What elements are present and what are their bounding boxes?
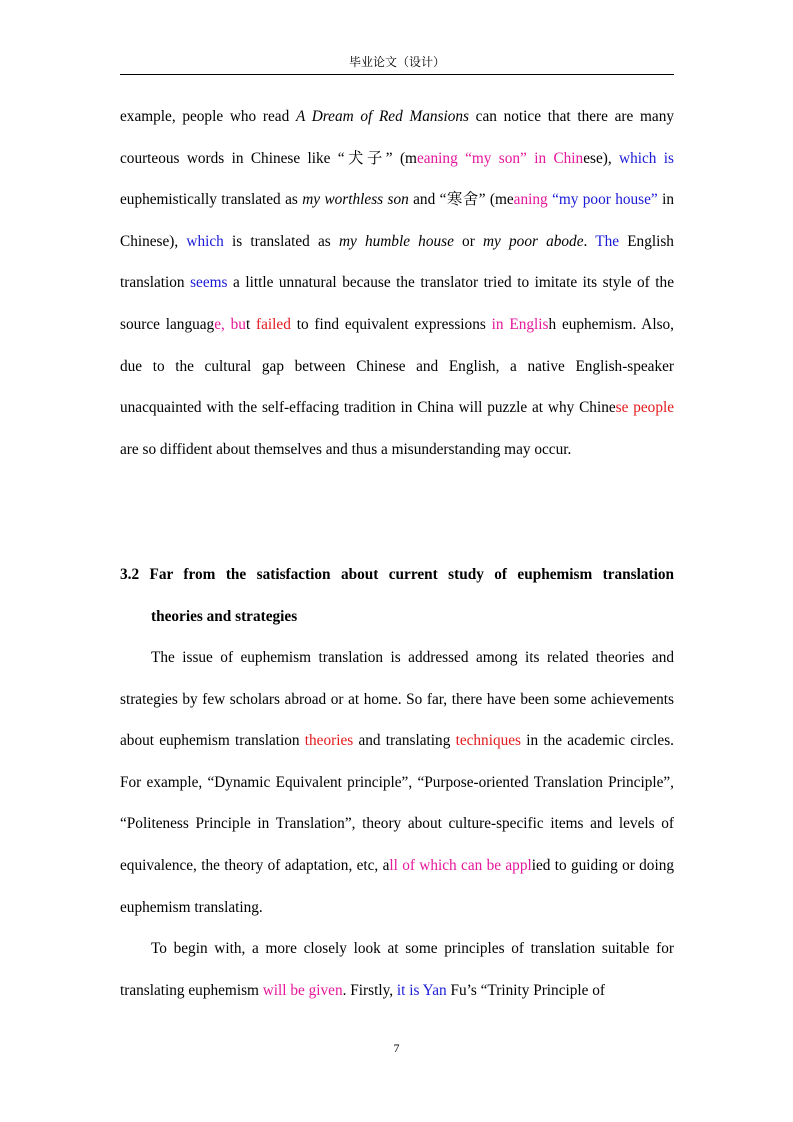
text-run: techniques xyxy=(455,732,521,750)
text-run: failed xyxy=(256,315,291,333)
text-run: in Englis xyxy=(491,315,549,333)
text-run: a little unnatural because the translator tried to imitate its style of the source languag xyxy=(120,274,674,333)
page-footer xyxy=(0,1041,793,1056)
text-run: e, bu xyxy=(214,315,246,333)
text-run: my poor abode xyxy=(483,232,584,250)
text-run: To begin with, a more closely look at some principles of translation suitable for translating euphemism xyxy=(120,940,674,999)
text-run: my worthless son xyxy=(302,191,409,209)
text-run: theories xyxy=(304,732,354,750)
text-run: ese), xyxy=(583,149,620,167)
text-run: will be given xyxy=(262,981,343,999)
text-run: “my poor house” xyxy=(552,191,658,209)
text-run: The issue of euphemism translation is addressed among its related theories and strategies by few scholars abroad or at home. So far, there have been some achievements about euphemism translation xyxy=(120,649,674,750)
text-run: t xyxy=(245,315,257,333)
text-run: Fu’s “Trinity Principle of xyxy=(446,981,606,999)
text-run: . xyxy=(583,232,596,250)
text-run: example, people who read xyxy=(120,108,296,125)
text-run: The xyxy=(595,232,620,250)
text-run: English translation xyxy=(120,232,674,292)
paragraph-2 xyxy=(120,637,674,928)
paragraph-2-text xyxy=(120,637,674,928)
text-run: are so diffident about themselves and thus a misunderstanding may occur. xyxy=(120,440,572,458)
text-run: which xyxy=(186,232,224,250)
text-run: seems xyxy=(190,274,228,292)
text-run: se people xyxy=(615,399,675,417)
text-run: to find equivalent expressions xyxy=(290,315,492,333)
paragraph-1 xyxy=(120,96,674,470)
text-run: or xyxy=(453,232,483,250)
paragraph-1-text xyxy=(120,96,674,470)
text-run: my humble house xyxy=(338,232,454,250)
text-run: and “寒舍” (me xyxy=(408,191,514,209)
header-title: 毕业论文（设计） xyxy=(348,55,445,69)
text-run: ll of which can be appl xyxy=(389,856,532,874)
page-header xyxy=(120,54,674,75)
text-run: can notice that there are many courteous words in Chinese like “犬子” (m xyxy=(120,108,674,167)
text-run: A Dream of Red Mansions xyxy=(295,108,469,125)
paragraph-3-text xyxy=(120,928,674,1011)
text-run: in the academic circles. For example, “Dynamic Equivalent principle”, “Purpose-oriented Translation Principle”, “Politeness Principle in Translation”, theory about culture-specific items and levels of equivalence, the theory of adaptation, etc, a xyxy=(120,732,674,874)
text-run: eaning “my son” in Chin xyxy=(416,149,584,167)
text-run: which is xyxy=(619,149,674,167)
text-run: in Chinese), xyxy=(120,191,674,250)
text-run: ied to guiding or doing euphemism translating. xyxy=(120,856,674,916)
section-heading-line-1: 3.2 Far from the satisfaction about current study of euphemism translation xyxy=(120,566,674,583)
page-number: 7 xyxy=(393,1041,400,1055)
text-run: and translating xyxy=(353,732,456,750)
text-run: it is Yan xyxy=(396,981,447,999)
text-run: is translated as xyxy=(223,232,339,250)
text-run: aning xyxy=(513,191,548,209)
text-run: h euphemism. Also, due to the cultural gap between Chinese and English, a native English-speaker unacquainted with the self-effacing tradition in China will puzzle at why Chine xyxy=(120,315,675,417)
section-heading xyxy=(120,554,674,637)
paragraph-3 xyxy=(120,928,674,1011)
text-run: euphemistically translated as xyxy=(120,191,303,209)
text-run: . Firstly, xyxy=(342,981,397,999)
section-heading-line-2: theories and strategies xyxy=(151,607,298,625)
